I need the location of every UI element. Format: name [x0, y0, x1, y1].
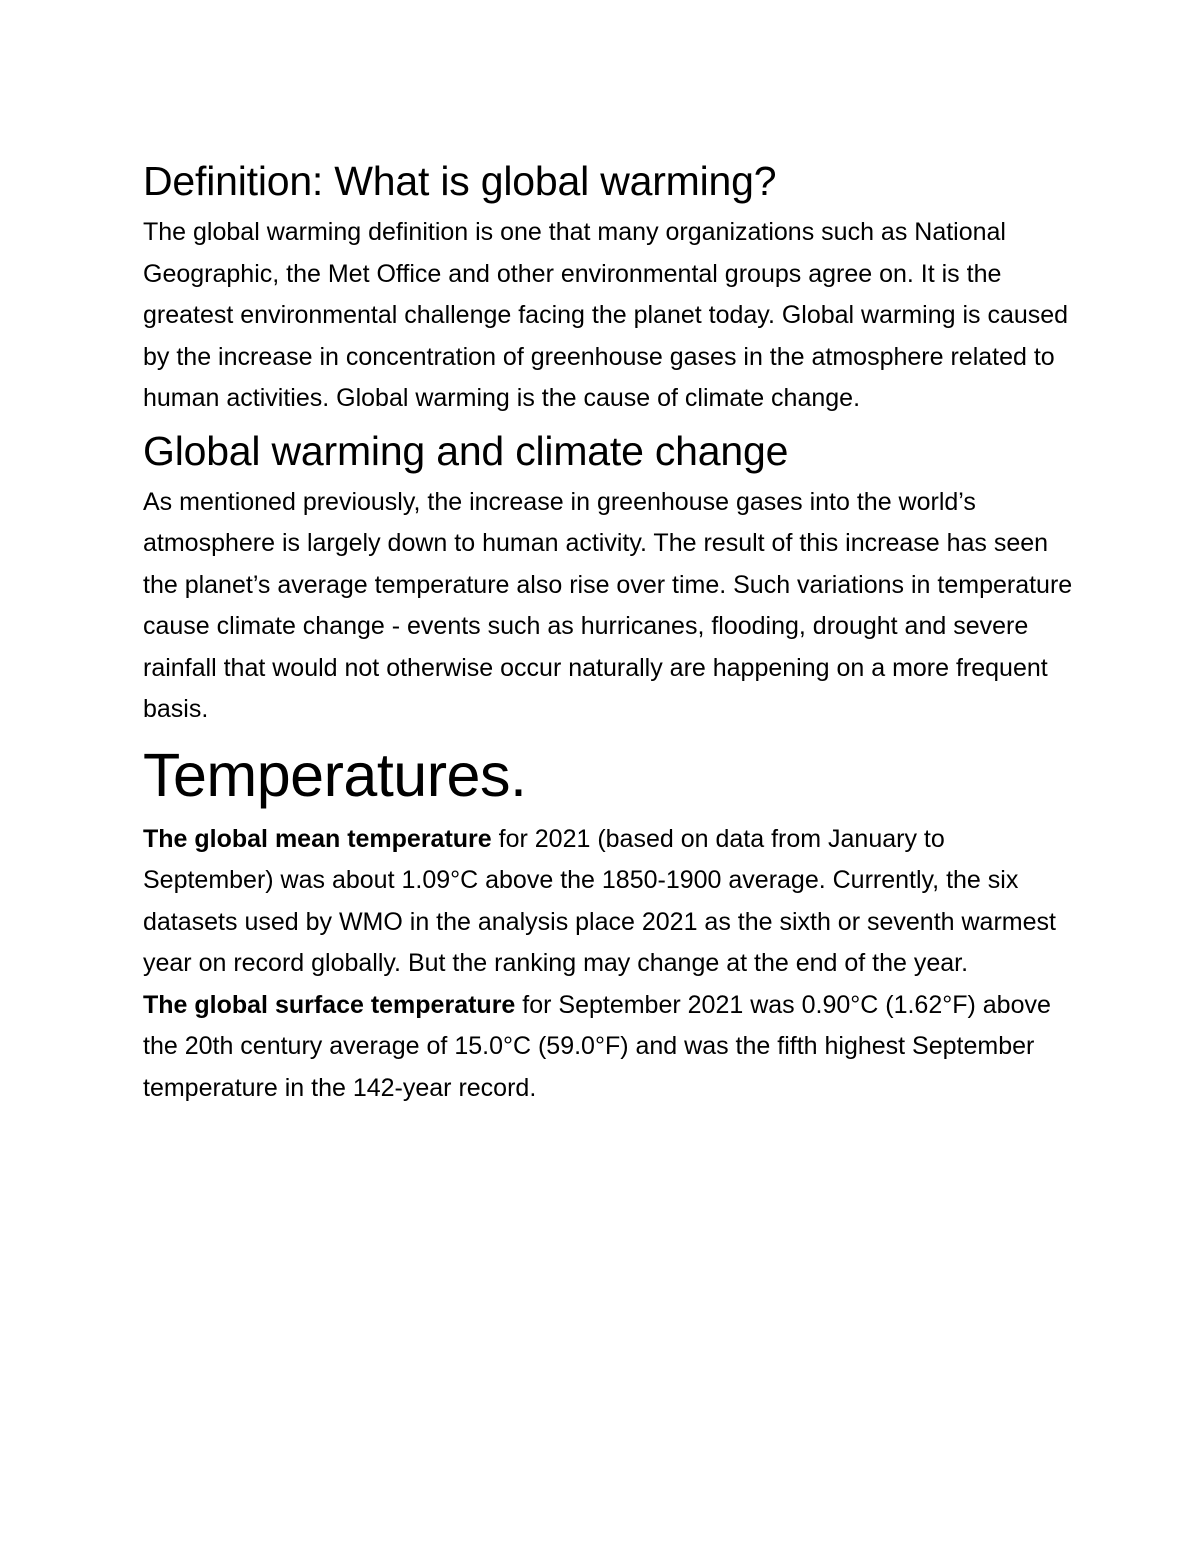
paragraph-text: for September 2021 was 0.90°C (1.62°F) above the 20th century average of 15.0°C (59.0°F) and was the fifth highest September temperature in the 142-year record.: [143, 990, 1051, 1102]
section-paragraph: [143, 985, 1073, 1110]
section-temperatures: [143, 731, 1073, 1110]
bold-lead-text: The global surface temperature: [143, 990, 516, 1019]
document-content: [143, 150, 1073, 1109]
section-heading: Global warming and climate change: [143, 427, 789, 474]
section-heading: Definition: What is global warming?: [143, 158, 777, 204]
section-paragraph: [143, 819, 1073, 985]
section-paragraph: As mentioned previously, the increase in greenhouse gases into the world’s atmosphere is largely down to human activity. The result of this increase has seen the planet’s average temperature also rise over time. Such variations in temperature cause climate change - events such as hurricanes, flooding, drought and severe rainfall that would not otherwise occur naturally are happening on a more frequent basis.: [143, 487, 1073, 723]
section-climate-change: [143, 420, 1073, 731]
paragraph-text: for 2021 (based on data from January to September) was about 1.09°C above the 1850-1900 average. Currently, the six datasets used by WMO in the analysis place 2021 as the sixth or seventh warmest year on record globally. But the ranking may change at the end of the year.: [143, 824, 1056, 977]
section-paragraph: The global warming definition is one that many organizations such as National Geographic, the Met Office and other environmental groups agree on. It is the greatest environmental challenge facing the planet today. Global warming is caused by the increase in concentration of greenhouse gases in the atmosphere related to human activities. Global warming is the cause of climate change.: [143, 218, 1069, 412]
bold-lead-text: The global mean temperature: [143, 824, 492, 853]
section-heading: Temperatures.: [143, 740, 527, 809]
section-definition: [143, 150, 1073, 420]
